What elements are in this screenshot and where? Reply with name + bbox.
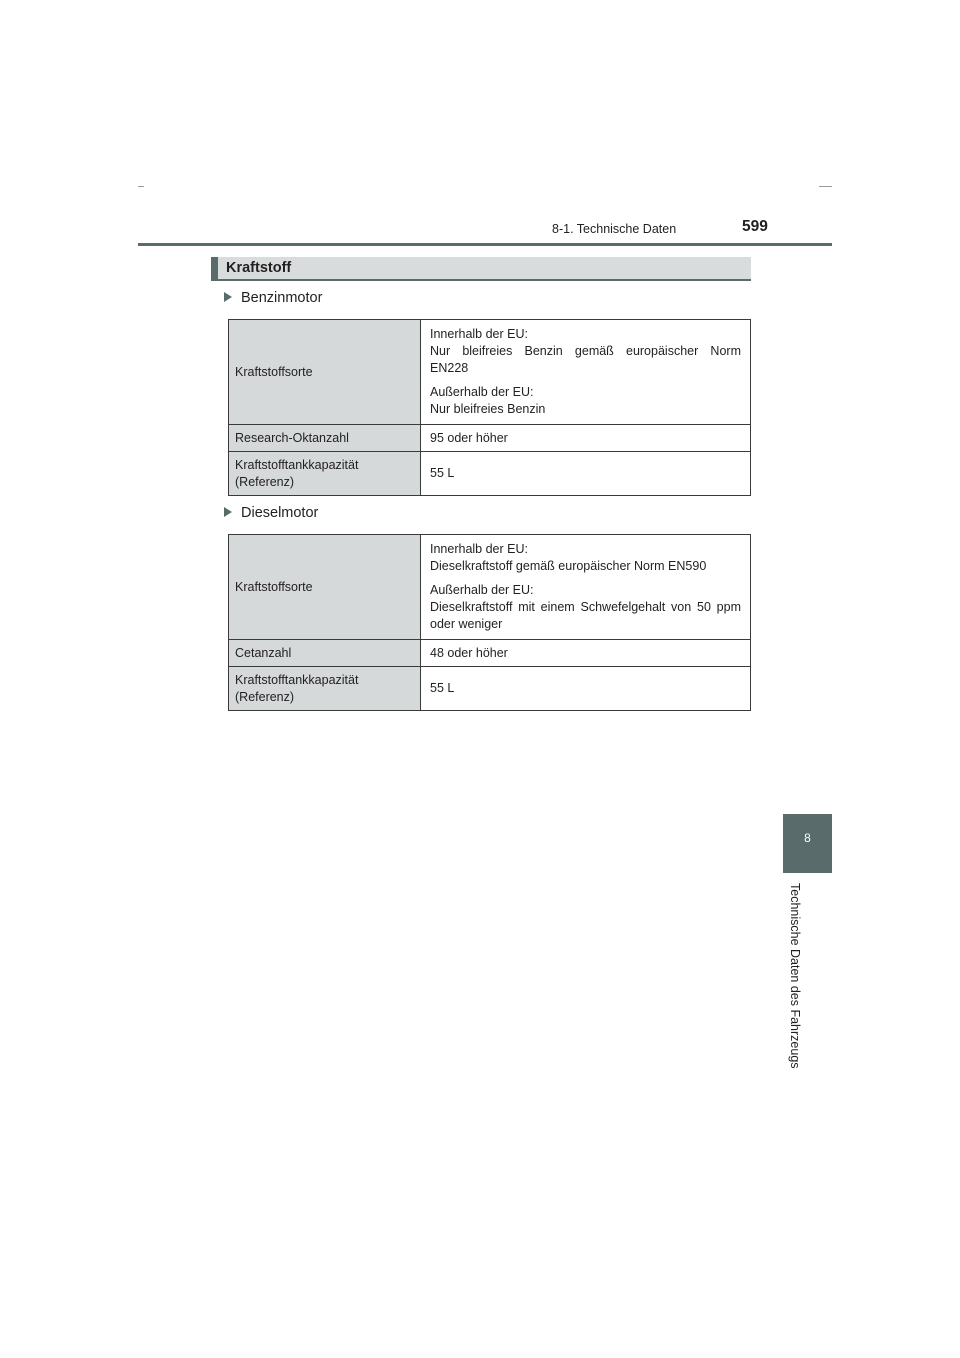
diesel-fuel-type-label: Kraftstoffsorte (229, 535, 421, 640)
petrol-eu-block (430, 326, 741, 377)
diesel-tank-label (229, 667, 421, 711)
crop-mark-right (819, 186, 832, 187)
diesel-eu-title: Innerhalb der EU: (430, 542, 528, 556)
petrol-fuel-type-value (421, 320, 751, 425)
diesel-heading (224, 505, 318, 521)
diesel-noneu-title: Außerhalb der EU: (430, 583, 534, 597)
petrol-noneu-block (430, 384, 741, 418)
diesel-spec-table (228, 534, 751, 711)
petrol-tank-value: 55 L (421, 452, 751, 496)
diesel-tank-value: 55 L (421, 667, 751, 711)
chapter-side-title: Technische Daten des Fahrzeugs (788, 883, 802, 1069)
petrol-octane-label: Research-Oktanzahl (229, 425, 421, 452)
triangle-bullet-icon (224, 507, 232, 517)
petrol-tank-label (229, 452, 421, 496)
diesel-cetane-label: Cetanzahl (229, 640, 421, 667)
petrol-noneu-title: Außerhalb der EU: (430, 385, 534, 399)
chapter-heading: 8-1. Technische Daten (552, 222, 677, 236)
petrol-fuel-type-label: Kraftstoffsorte (229, 320, 421, 425)
section-title: Kraftstoff (226, 260, 292, 276)
table-row (229, 320, 751, 425)
table-row (229, 535, 751, 640)
diesel-noneu-text-1: Dieselkraftstoff mit einem Schwefelgehalt von 50 ppm (430, 600, 741, 614)
diesel-cetane-value: 48 oder höher (421, 640, 751, 667)
diesel-eu-text: Dieselkraftstoff gemäß europäischer Norm EN590 (430, 559, 707, 573)
table-row (229, 640, 751, 667)
diesel-noneu-text-2: oder weniger (430, 617, 503, 631)
petrol-heading (224, 290, 322, 306)
table-row (229, 667, 751, 711)
table-row (229, 425, 751, 452)
chapter-tab-number: 8 (804, 831, 811, 845)
petrol-tank-label-1: Kraftstofftankkapazität (235, 457, 359, 472)
petrol-tank-label-2: (Referenz) (235, 474, 295, 489)
diesel-noneu-block (430, 582, 741, 633)
table-row (229, 452, 751, 496)
crop-mark-left (138, 186, 144, 187)
diesel-tank-label-2: (Referenz) (235, 689, 295, 704)
petrol-spec-table (228, 319, 751, 496)
petrol-noneu-text: Nur bleifreies Benzin (430, 402, 546, 416)
petrol-eu-title: Innerhalb der EU: (430, 327, 528, 341)
petrol-eu-text-1: Nur bleifreies Benzin gemäß europäischer Norm (430, 344, 741, 358)
triangle-bullet-icon (224, 292, 232, 302)
header-rule (138, 243, 832, 246)
diesel-tank-label-1: Kraftstofftankkapazität (235, 672, 359, 687)
diesel-heading-text: Dieselmotor (241, 505, 319, 521)
section-title-bar (211, 257, 751, 281)
diesel-fuel-type-value (421, 535, 751, 640)
chapter-tab[interactable] (783, 814, 832, 873)
petrol-heading-text: Benzinmotor (241, 290, 323, 306)
section-accent (211, 257, 218, 279)
page-number: 599 (742, 218, 768, 235)
petrol-octane-value: 95 oder höher (421, 425, 751, 452)
petrol-eu-text-2: EN228 (430, 361, 469, 375)
diesel-eu-block (430, 541, 741, 575)
